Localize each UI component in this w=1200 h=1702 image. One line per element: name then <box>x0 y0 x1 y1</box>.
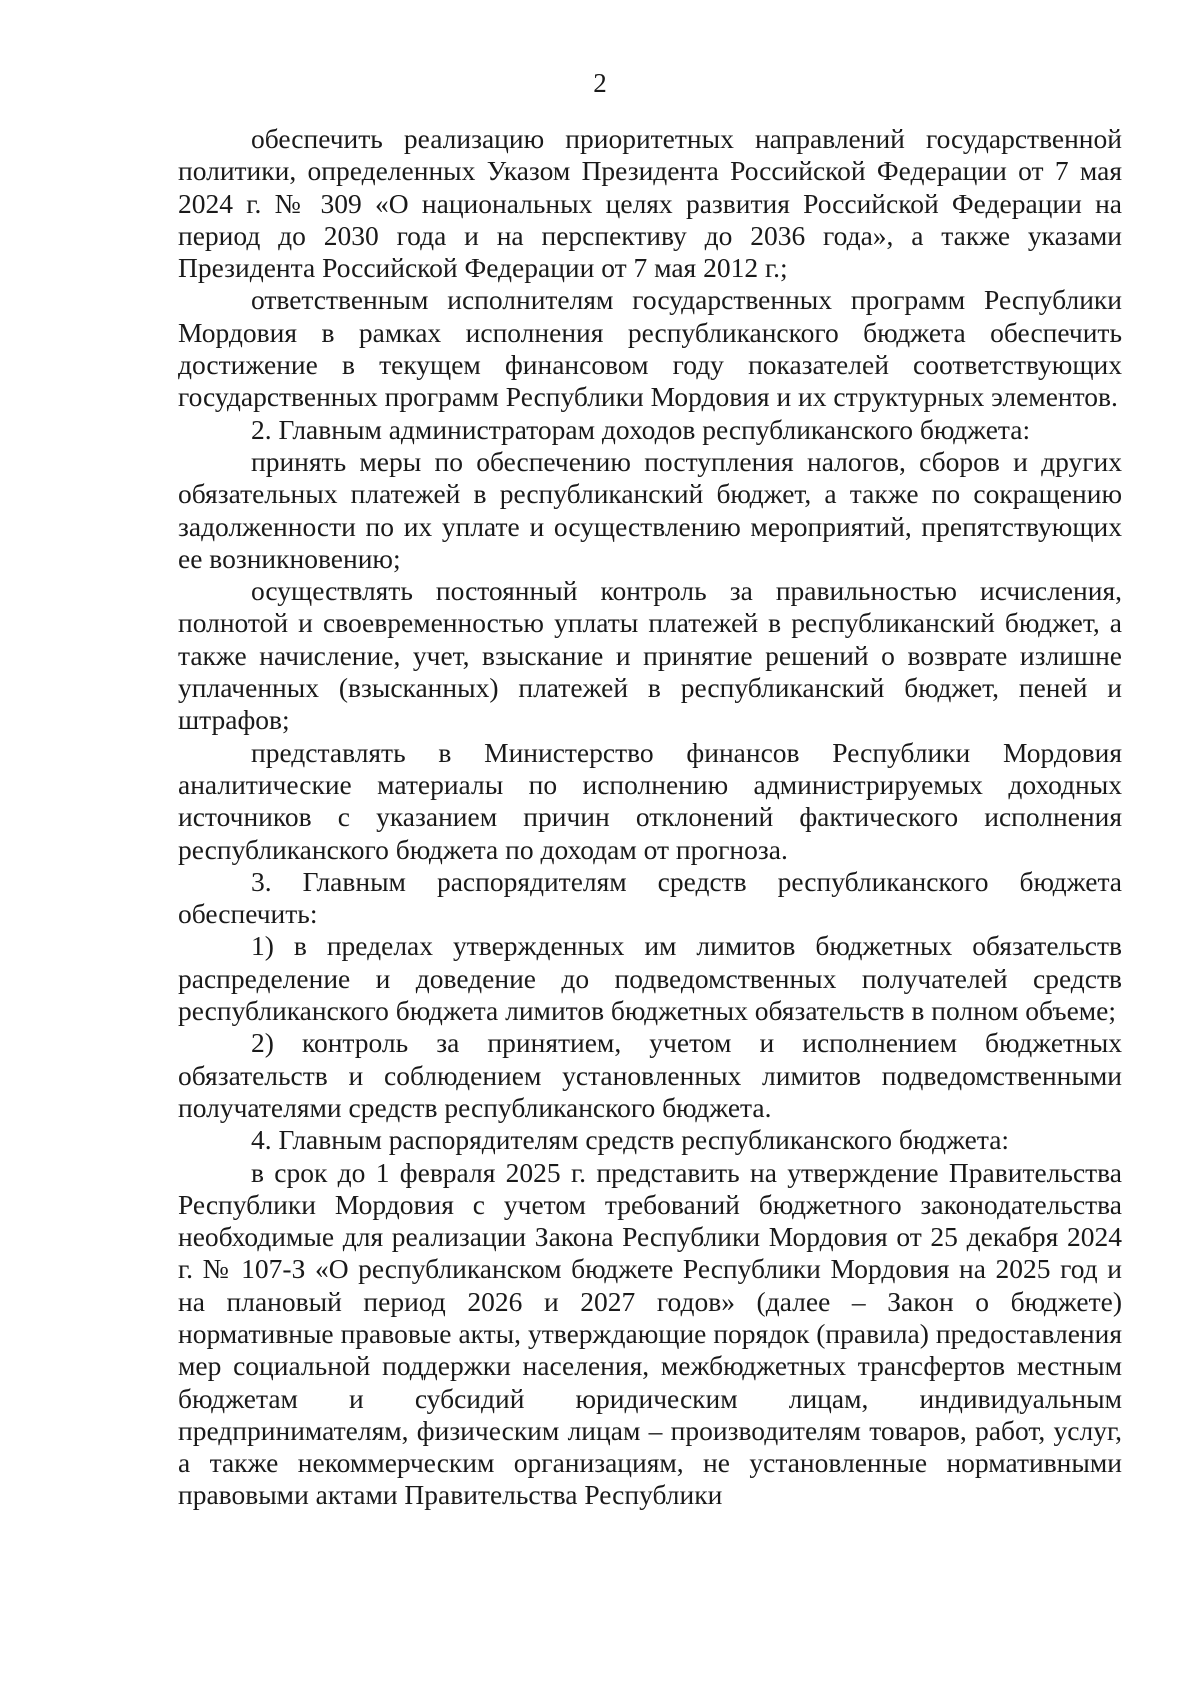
paragraph: 3. Главным распорядителям средств республиканского бюджета обеспечить: <box>178 865 1122 930</box>
paragraph: представлять в Министерство финансов Республики Мордовия аналитические материалы по исполнению администрируемых доходных источников с указанием причин отклонений фактического исполнения республиканского бюджета по доходам от прогноза. <box>178 736 1122 865</box>
page-number: 2 <box>593 68 607 98</box>
document-body <box>178 123 1122 1512</box>
paragraph: осуществлять постоянный контроль за правильностью исчисления, полнотой и своевременностью уплаты платежей в республиканский бюджет, а также начисление, учет, взыскание и принятие решений о возврате излишне уплаченных (взысканных) платежей в республиканский бюджет, пеней и штрафов; <box>178 575 1122 736</box>
paragraph: 2. Главным администраторам доходов республиканского бюджета: <box>251 413 1031 445</box>
paragraph: ответственным исполнителям государственных программ Республики Мордовия в рамках исполнения республиканского бюджета обеспечить достижение в текущем финансовом году показателей соответствующих государственных программ Республики Мордовия и их структурных элементов. <box>178 284 1122 413</box>
paragraph: принять меры по обеспечению поступления налогов, сборов и других обязательных платежей в республиканский бюджет, а также по сокращению задолженности по их уплате и осуществлению мероприятий, препятствующих ее возникновению; <box>178 445 1122 574</box>
paragraph: 4. Главным распорядителям средств республиканского бюджета: <box>251 1124 1010 1156</box>
paragraph: 1) в пределах утвержденных им лимитов бюджетных обязательств распределение и доведение до подведомственных получателей средств республиканского бюджета лимитов бюджетных обязательств в полном объеме; <box>178 930 1122 1027</box>
paragraph: обеспечить реализацию приоритетных направлений государственной политики, определенных Указом Президента Российской Федерации от 7 мая 2024 г. № 309 «О национальных целях развития Российской Федерации на период до 2030 года и на перспективу до 2036 года», а также указами Президента Российской Федерации от 7 мая 2012 г.; <box>178 123 1122 284</box>
paragraph: в срок до 1 февраля 2025 г. представить на утверждение Правительства Республики Мордовия с учетом требований бюджетного законодательства необходимые для реализации Закона Республики Мордовия от 25 декабря 2024 г. № 107-З «О республиканском бюджете Республики Мордовия на 2025 год и на плановый период 2026 и 2027 годов» (далее – Закон о бюджете) нормативные правовые акты, утверждающие порядок (правила) предоставления мер социальной поддержки населения, межбюджетных трансфертов местным бюджетам и субсидий юридическим лицам, индивидуальным предпринимателям, физическим лицам – производителям товаров, работ, услуг, а также некоммерческим организациям, не установленные нормативными правовыми актами Правительства Республики <box>178 1156 1122 1511</box>
paragraph: 2) контроль за принятием, учетом и исполнением бюджетных обязательств и соблюдением установленных лимитов подведомственными получателями средств республиканского бюджета. <box>178 1027 1122 1123</box>
